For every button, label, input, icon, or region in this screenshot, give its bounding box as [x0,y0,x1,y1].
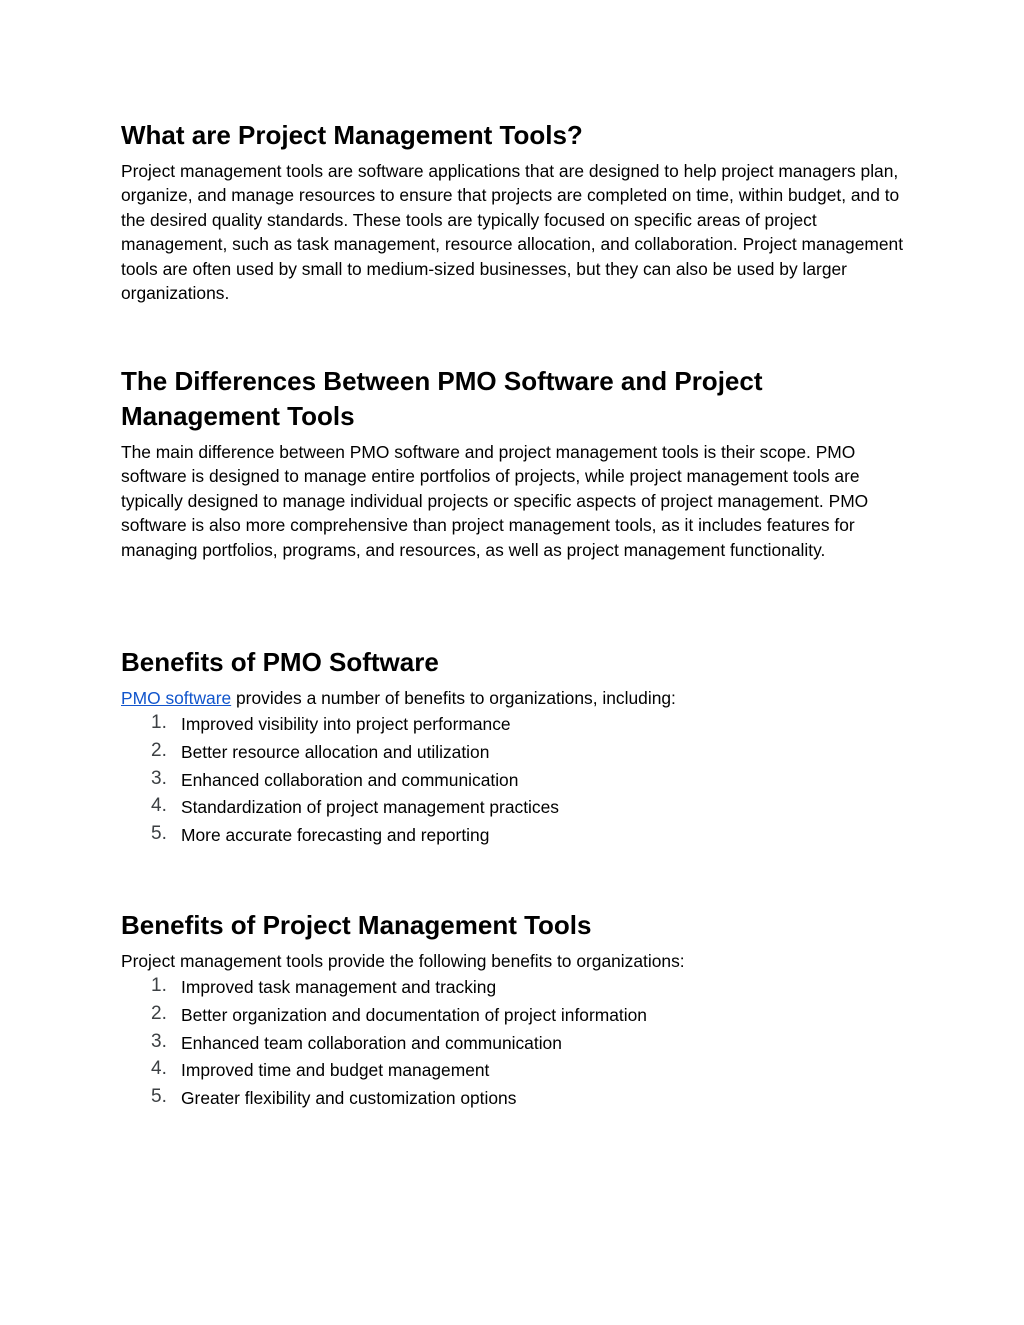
list-item [121,711,906,739]
list-item-text: Improved task management and tracking [181,977,497,998]
list-number: 5. [151,1085,167,1107]
section-heading: The Differences Between PMO Software and Project Management Tools [121,366,763,431]
list-item-text: Better resource allocation and utilization [181,742,490,762]
section-heading: What are Project Management Tools? [121,120,583,150]
list-item-text: Greater flexibility and customization options [181,1087,517,1108]
list-item-text: Improved visibility into project performance [181,714,511,735]
list-number: 1. [151,712,167,734]
section-heading: Benefits of Project Management Tools [121,910,592,940]
list-number: 4. [151,795,167,817]
section-heading: Benefits of PMO Software [121,647,439,677]
list-item [121,1030,906,1058]
list-item [121,974,906,1002]
list-item-text: Better organization and documentation of project information [181,1005,647,1025]
section-intro: Project management tools provide the following benefits to organizations: [121,951,685,971]
list-number: 2. [151,740,167,761]
list-number: 5. [151,822,167,844]
list-item-text: Enhanced collaboration and communication [181,769,519,790]
section-differences [121,364,906,645]
list-item [121,1057,906,1085]
document-page [121,118,906,1112]
section-benefits-pm-tools [121,908,906,1112]
list-item [121,1002,906,1030]
list-item [121,767,906,795]
list-number: 1. [151,975,167,997]
list-item [121,794,906,822]
section-what-are-pm-tools [121,118,906,364]
section-intro [121,686,906,710]
benefits-list [121,711,906,849]
list-item-text: Standardization of project management practices [181,797,559,818]
section-benefits-pmo-software [121,645,906,908]
section-intro-text: provides a number of benefits to organizations, including: [231,688,676,708]
list-item [121,822,906,850]
section-body: Project management tools are software applications that are designed to help project managers plan, organize, and manage resources to ensure that projects are completed on time, within budget, and to the desired quality standards. These tools are typically focused on specific areas of project management, such as task management, resource allocation, and collaboration. Project management tools are often used by small to medium-sized businesses, but they can also be used by larger organizations. [121,161,904,304]
list-item-text: More accurate forecasting and reporting [181,824,490,845]
list-item [121,739,906,767]
list-number: 4. [151,1058,167,1080]
list-item-text: Enhanced team collaboration and communication [181,1032,562,1053]
list-item [121,1085,906,1113]
benefits-list [121,974,906,1112]
section-body: The main difference between PMO software and project management tools is their scope. PMO software is designed to manage entire portfolios of projects, while project management tools are typically designed to manage individual projects or specific aspects of project management. PMO software is also more comprehensive than project management tools, as it includes features for managing portfolios, programs, and resources, as well as project management functionality. [121,442,869,560]
list-number: 2. [151,1003,167,1024]
list-number: 3. [151,1030,167,1052]
list-number: 3. [151,767,167,789]
list-item-text: Improved time and budget management [181,1060,490,1081]
pmo-software-link[interactable]: PMO software [121,688,232,708]
